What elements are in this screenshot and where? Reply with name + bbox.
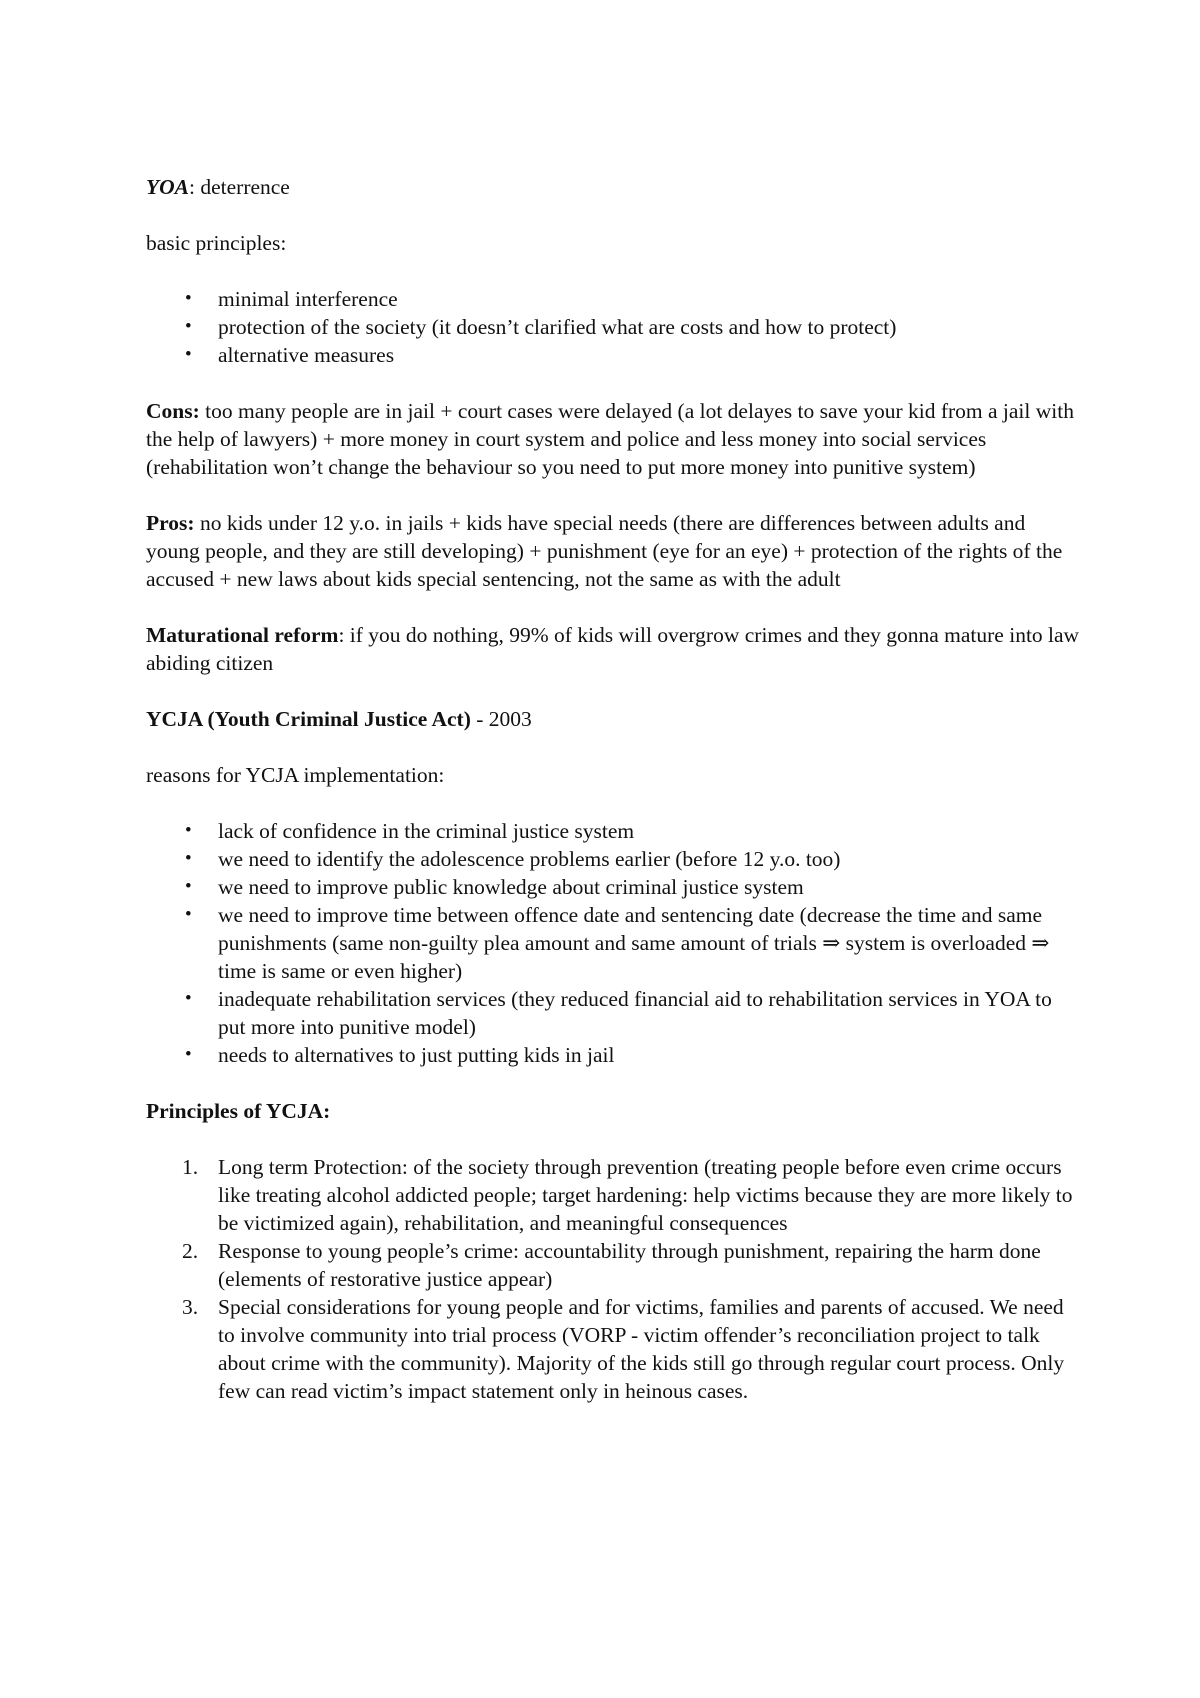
cons-label: Cons: (146, 399, 200, 423)
cons-paragraph (146, 397, 1081, 481)
bullet-icon: • (185, 344, 192, 365)
bullet-icon: • (185, 288, 192, 309)
list-number: 3. (182, 1295, 199, 1319)
list-item: • minimal interference (185, 287, 398, 311)
bullet-icon: • (185, 848, 192, 869)
list-item: • we need to improve time between offence date and sentencing date (decrease the time and same punishments (same non-guilty plea amount and same amount of trials ⇒ system is overloaded ⇒ time is same or even higher) (185, 903, 1050, 983)
list-number: 1. (182, 1155, 199, 1179)
list-item: • we need to improve public knowledge about criminal justice system (185, 875, 804, 899)
pros-paragraph (146, 509, 1081, 593)
list-number: 2. (182, 1239, 199, 1263)
document-body (146, 173, 1081, 1405)
basic-principles-heading: basic principles: (146, 231, 287, 255)
list-item: 1. Long term Protection: of the society through prevention (treating people before even crime occurs like treating alcohol addicted people; target hardening: help victims because they are more likely to be victimized again), rehabilitation, and meaningful consequences (182, 1155, 1073, 1235)
pros-label: Pros: (146, 511, 195, 535)
cons-text: too many people are in jail + court cases were delayed (a lot delayes to save your kid from a jail with the help of lawyers) + more money in court system and police and less money into social services (rehabilitation won’t change the behaviour so you need to put more money into punitive system) (146, 399, 1074, 479)
principles-list (146, 1153, 1081, 1405)
list-item: 2. Response to young people’s crime: accountability through punishment, repairing the harm done (elements of restorative justice appear) (182, 1239, 1041, 1291)
ycja-heading (146, 705, 1081, 733)
ycja-label: YCJA (Youth Criminal Justice Act) (146, 707, 471, 731)
bullet-icon: • (185, 316, 192, 337)
list-item: 3. Special considerations for young people and for victims, families and parents of accused. We need to involve community into trial process (VORP - victim offender’s reconciliation project to talk about crime with the community). Majority of the kids still go through regular court process. Only few can read victim’s impact statement only in heinous cases. (182, 1295, 1065, 1403)
bullet-icon: • (185, 876, 192, 897)
list-item: • inadequate rehabilitation services (they reduced financial aid to rehabilitation services in YOA to put more into punitive model) (185, 987, 1052, 1039)
yoa-text: : deterrence (189, 175, 290, 199)
maturational-text: : if you do nothing, 99% of kids will overgrow crimes and they gonna mature into law abiding citizen (146, 623, 1080, 675)
bullet-icon: • (185, 904, 192, 925)
bullet-icon: • (185, 1044, 192, 1065)
list-item: • protection of the society (it doesn’t clarified what are costs and how to protect) (185, 315, 897, 339)
maturational-paragraph (146, 621, 1081, 677)
ycja-year: - 2003 (470, 707, 532, 731)
list-item: • alternative measures (185, 343, 395, 367)
list-item: • needs to alternatives to just putting kids in jail (185, 1043, 615, 1067)
yoa-label: YOA (146, 175, 189, 199)
list-item: • lack of confidence in the criminal justice system (185, 819, 635, 843)
yoa-line (146, 173, 1081, 201)
basic-principles-list (146, 285, 1081, 369)
list-item: • we need to identify the adolescence problems earlier (before 12 y.o. too) (185, 847, 841, 871)
bullet-icon: • (185, 988, 192, 1009)
reasons-list (146, 817, 1081, 1069)
pros-text: no kids under 12 y.o. in jails + kids have special needs (there are differences between adults and young people, and they are still developing) + punishment (eye for an eye) + protection of the rights of the accused + new laws about kids special sentencing, not the same as with the adult (146, 511, 1063, 591)
maturational-label: Maturational reform (146, 623, 339, 647)
bullet-icon: • (185, 820, 192, 841)
reasons-heading: reasons for YCJA implementation: (146, 763, 445, 787)
principles-heading: Principles of YCJA: (146, 1099, 331, 1123)
